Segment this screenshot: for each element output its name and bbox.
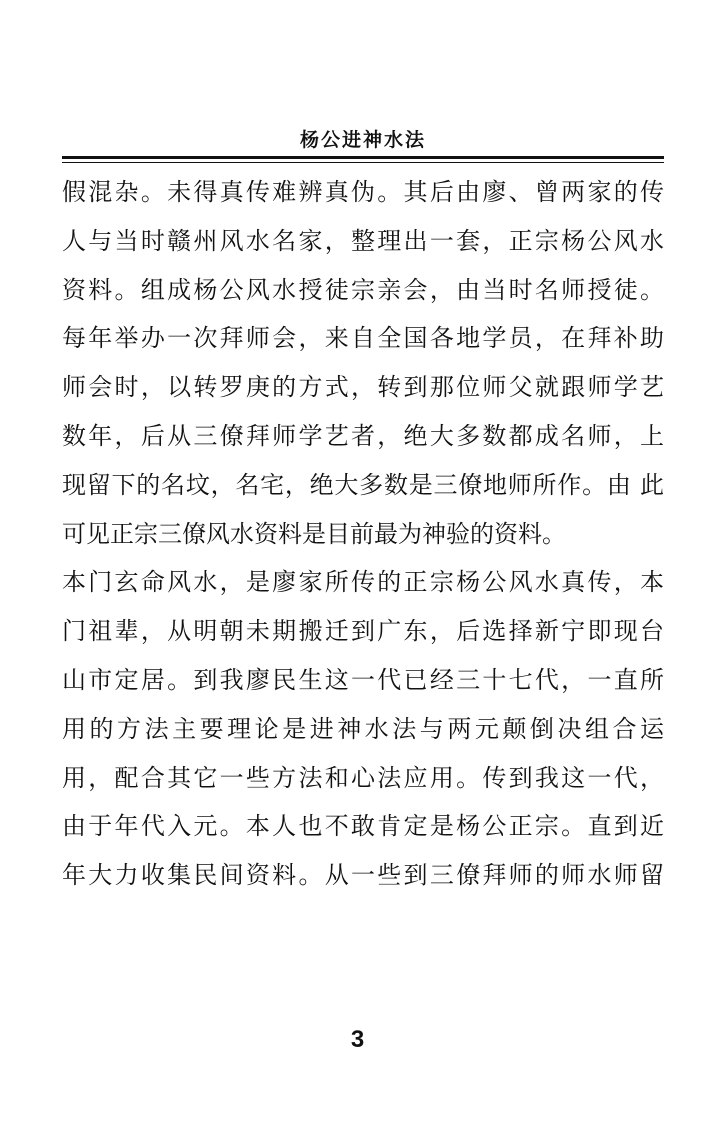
text-line: 每年举办一次拜师会，来自全国各地学员，在拜补助	[62, 324, 664, 353]
text-line: 由于年代入元。本人也不敢肯定是杨公正宗。直到近	[62, 812, 664, 841]
text-line: 门祖辈，从明朝未期搬迁到广东，后选择新宁即现台	[62, 617, 664, 646]
text-line: 数年，后从三僚拜师学艺者，绝大多数都成名师，上	[62, 421, 664, 450]
text-line: 用，配合其它一些方法和心法应用。传到我这一代，	[62, 763, 664, 792]
running-header-title: 杨公进神水法	[299, 129, 426, 151]
body-text	[62, 168, 664, 900]
text-line: 本门玄命风水，是廖家所传的正宗杨公风水真传，本	[62, 568, 664, 597]
text-line: 师会时，以转罗庚的方式，转到那位师父就跟师学艺	[62, 373, 664, 402]
text-line: 山市定居。到我廖民生这一代已经三十七代，一直所	[62, 665, 664, 694]
text-line: 人与当时赣州风水名家，整理出一套，正宗杨公风水	[62, 226, 664, 255]
text-line: 假混杂。未得真传难辨真伪。其后由廖、曾两家的传	[62, 178, 664, 206]
text-line: 用的方法主要理论是进神水法与两元颠倒决组合运	[62, 714, 664, 743]
header-rule-thick	[62, 156, 664, 159]
page-number: 3	[350, 1026, 365, 1053]
text-line: 现留下的名坟，名宅，绝大多数是三僚地师所作。由 此	[62, 470, 664, 499]
header-rule-thin	[62, 162, 664, 163]
text-line: 可见正宗三僚风水资料是目前最为神验的资料。	[62, 519, 566, 548]
text-line: 年大力收集民间资料。从一些到三僚拜师的师水师留	[62, 861, 664, 890]
text-line: 资料。组成杨公风水授徒宗亲会，由当时名师授徒。	[62, 275, 664, 304]
